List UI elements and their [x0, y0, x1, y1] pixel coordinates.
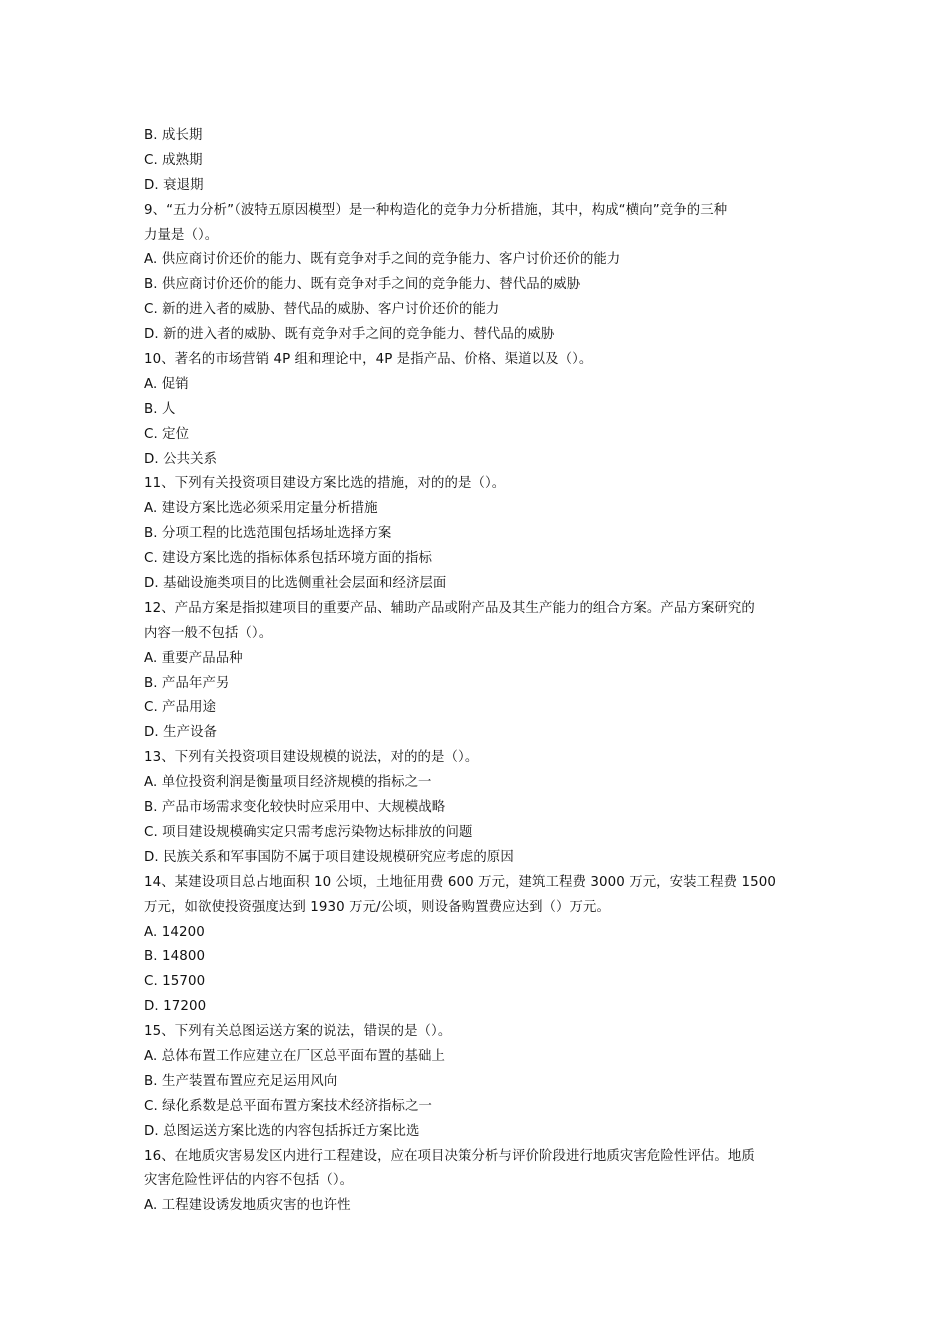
option-line: B. 生产装置布置应充足运用风向 — [144, 1073, 338, 1089]
option-line: A. 促销 — [144, 376, 189, 392]
option-line: C. 定位 — [144, 426, 190, 442]
option-line: C. 15700 — [144, 974, 206, 990]
question-line: 9、“五力分析”（波特五原因模型）是一种构造化的竞争力分析措施，其中，构成“横向”竞争的三种 — [144, 202, 728, 218]
question-line: 14、某建设项目总占地面积 10 公顷，土地征用费 600 万元，建筑工程费 3000 万元，安装工程费 1500 — [144, 874, 776, 890]
option-line: B. 分项工程的比选范围包括场址选择方案 — [144, 526, 392, 542]
question-line: 10、著名的市场营销 4P 组和理论中，4P 是指产品、价格、渠道以及（）。 — [144, 352, 593, 368]
option-line: C. 绿化系数是总平面布置方案技术经济指标之一 — [144, 1098, 432, 1114]
option-line: A. 重要产品品种 — [144, 650, 243, 666]
option-line: A. 总体布置工作应建立在厂区总平面布置的基础上 — [144, 1048, 446, 1064]
option-line: D. 衰退期 — [144, 177, 204, 193]
option-line: A. 单位投资利润是衡量项目经济规模的指标之一 — [144, 775, 432, 791]
question-line: 内容一般不包括（）。 — [144, 625, 273, 641]
question-line: 力量是（）。 — [144, 227, 219, 243]
question-line: 万元，如欲使投资强度达到 1930 万元/公顷，则设备购置费应达到（）万元。 — [144, 899, 611, 915]
option-line: C. 成熟期 — [144, 152, 203, 168]
option-line: B. 14800 — [144, 949, 206, 965]
question-line: 灾害危险性评估的内容不包括（）。 — [144, 1173, 354, 1189]
option-line: D. 新的进入者的威胁、既有竞争对手之间的竞争能力、替代品的威胁 — [144, 327, 555, 343]
question-line: 12、产品方案是指拟建项目的重要产品、辅助产品或附产品及其生产能力的组合方案。产品方案研究的 — [144, 600, 755, 616]
option-line: B. 成长期 — [144, 128, 203, 143]
option-line: D. 公共关系 — [144, 451, 218, 467]
question-line: 11、下列有关投资项目建设方案比选的措施，对的的是（）。 — [144, 476, 506, 492]
document-page — [144, 124, 808, 1219]
option-line: D. 基础设施类项目的比选侧重社会层面和经济层面 — [144, 576, 447, 592]
option-line: B. 产品年产另 — [144, 675, 230, 691]
question-line: 15、下列有关总图运送方案的说法，错误的是（）。 — [144, 1024, 452, 1040]
option-line: B. 产品市场需求变化较快时应采用中、大规模战略 — [144, 800, 446, 816]
option-line: D. 总图运送方案比选的内容包括拆迁方案比选 — [144, 1123, 420, 1139]
question-line: 13、下列有关投资项目建设规模的说法，对的的是（）。 — [144, 750, 479, 766]
option-line: A. 供应商讨价还价的能力、既有竞争对手之间的竞争能力、客户讨价还价的能力 — [144, 252, 621, 268]
option-line: D. 17200 — [144, 999, 207, 1015]
option-line: C. 产品用途 — [144, 700, 217, 716]
option-line: A. 建设方案比选必须采用定量分析措施 — [144, 501, 378, 517]
option-line: C. 项目建设规模确实定只需考虑污染物达标排放的问题 — [144, 824, 473, 840]
option-line: A. 14200 — [144, 924, 205, 940]
option-line: D. 生产设备 — [144, 725, 218, 741]
option-line: C. 建设方案比选的指标体系包括环境方面的指标 — [144, 551, 432, 567]
option-line: D. 民族关系和军事国防不属于项目建设规模研究应考虑的原因 — [144, 849, 514, 865]
option-line: B. 供应商讨价还价的能力、既有竞争对手之间的竞争能力、替代品的威胁 — [144, 277, 581, 293]
option-line: C. 新的进入者的威胁、替代品的威胁、客户讨价还价的能力 — [144, 302, 500, 318]
question-line: 16、在地质灾害易发区内进行工程建设，应在项目决策分析与评价阶段进行地质灾害危险性评估。地质 — [144, 1148, 755, 1164]
option-line: A. 工程建设诱发地质灾害的也许性 — [144, 1198, 351, 1214]
option-line: B. 人 — [144, 401, 176, 417]
